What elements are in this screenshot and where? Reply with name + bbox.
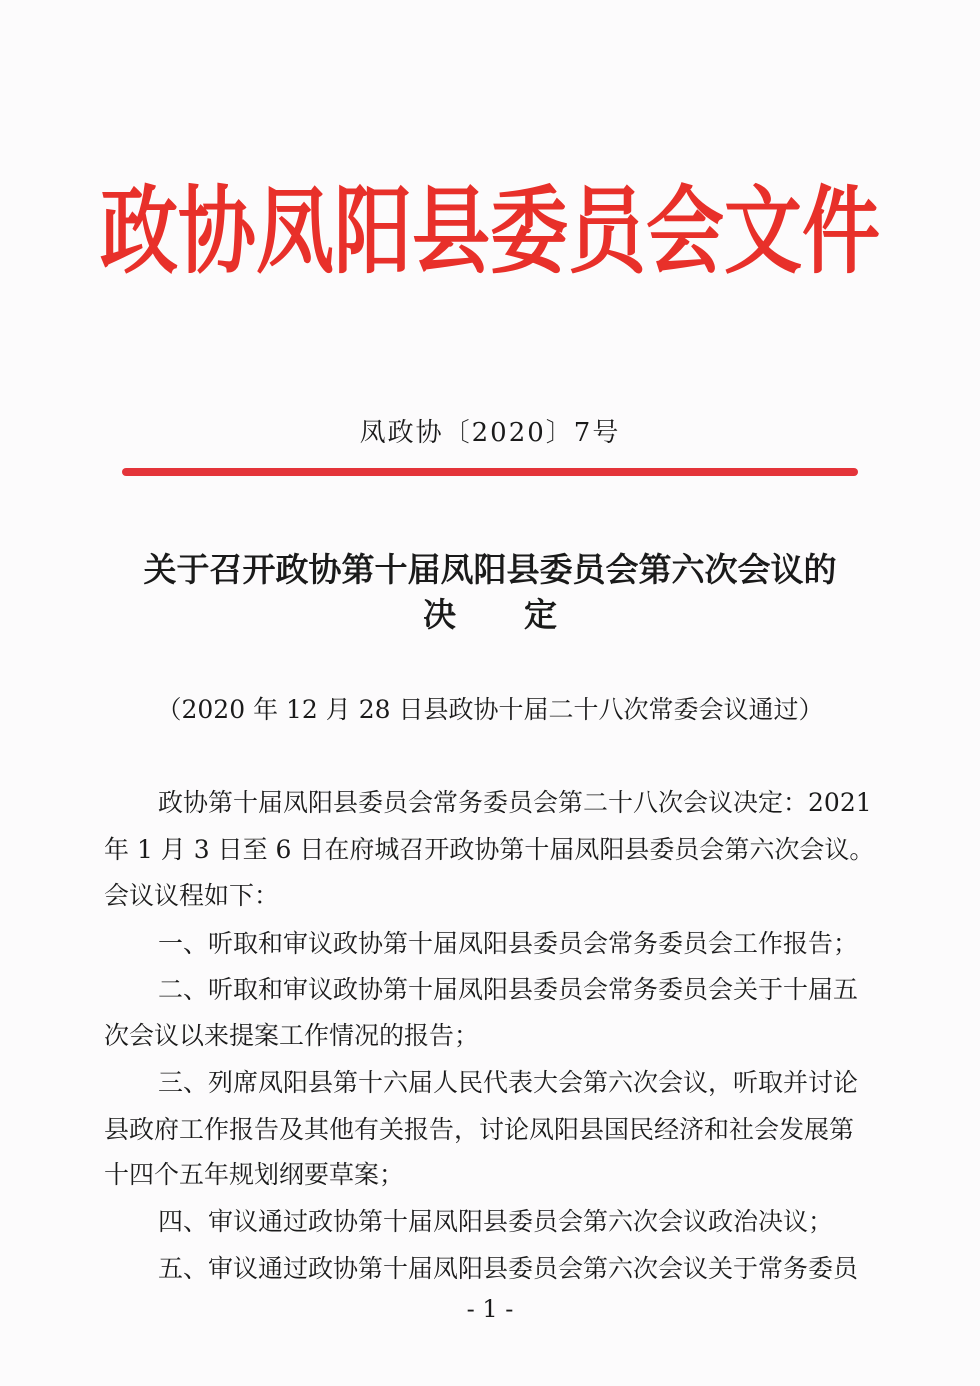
body-line: 政协第十届凤阳县委员会常务委员会第二十八次会议决定：2021 xyxy=(158,788,872,817)
body-line: 年 1 月 3 日至 6 日在府城召开政协第十届凤阳县委员会第六次会议。 xyxy=(104,835,875,864)
body-line: 次会议以来提案工作情况的报告； xyxy=(104,1021,480,1050)
agenda-item-3: 三、列席凤阳县第十六届人民代表大会第六次会议，听取并讨论 xyxy=(158,1068,859,1097)
agenda-item-4: 四、审议通过政协第十届凤阳县委员会第六次会议政治决议； xyxy=(158,1207,834,1236)
red-divider-rule xyxy=(122,468,858,476)
document-title-line-2: 决定 xyxy=(423,595,625,634)
adoption-note: （2020 年 12 月 28 日县政协十届二十八次常委会议通过） xyxy=(156,695,824,724)
agenda-item-2: 二、听取和审议政协第十届凤阳县委员会常务委员会关于十届五 xyxy=(158,975,859,1004)
agenda-item-5: 五、审议通过政协第十届凤阳县委员会第六次会议关于常务委员 xyxy=(158,1254,859,1283)
page-number: - 1 - xyxy=(466,1295,514,1323)
document-title-line-1: 关于召开政协第十届凤阳县委员会第六次会议的 xyxy=(143,550,837,589)
body-line: 县政府工作报告及其他有关报告，讨论凤阳县国民经济和社会发展第 xyxy=(104,1115,855,1144)
agenda-item-1: 一、听取和审议政协第十届凤阳县委员会常务委员会工作报告； xyxy=(158,929,859,958)
document-number: 凤政协〔2020〕7号 xyxy=(359,418,621,448)
body-line: 十四个五年规划纲要草案； xyxy=(104,1160,405,1189)
masthead-title: 政协凤阳县委员会文件 xyxy=(99,177,880,287)
body-line: 会议议程如下： xyxy=(104,881,280,910)
